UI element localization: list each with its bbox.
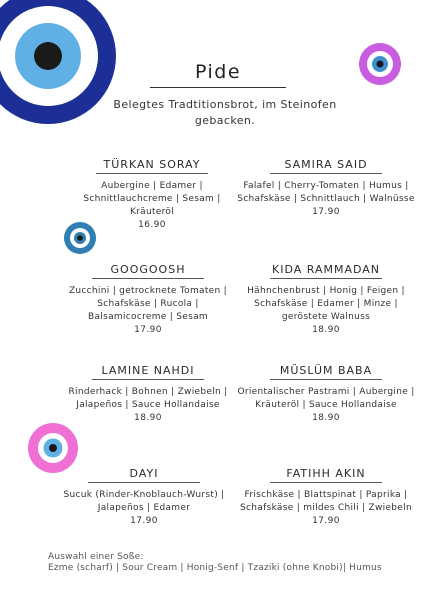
- menu-item: [58, 359, 238, 425]
- menu-item-name: DAYI: [129, 467, 159, 480]
- sauce-options: Ezme (scharf) | Sour Cream | Honig-Senf | Tzaziki (ohne Knobi)| Humus: [48, 563, 382, 573]
- menu-item-price: 17.90: [134, 325, 162, 335]
- title-underline: [150, 87, 286, 88]
- menu-item-price: 18.90: [312, 413, 340, 423]
- divider: [96, 173, 208, 174]
- menu-item: [58, 258, 238, 337]
- menu-item-price: 17.90: [312, 516, 340, 526]
- menu-item-price: 18.90: [312, 325, 340, 335]
- menu-item-name: GOOGOOSH: [110, 263, 186, 276]
- sauce-selection: [48, 552, 424, 574]
- menu-item: [62, 153, 242, 232]
- menu-item: [236, 153, 416, 219]
- menu-item-description: Rinderhack | Bohnen | Zwiebeln | Jalapeños | Sauce Hollandaise: [68, 387, 228, 410]
- sauce-label: Auswahl einer Soße:: [48, 552, 144, 562]
- menu-item: [236, 359, 416, 425]
- divider: [92, 278, 204, 279]
- menu-item-description: Frischkäse | Blattspinat | Paprika | Schafskäse | mildes Chili | Zwiebeln: [240, 490, 412, 513]
- menu-item-name: FATIHH AKIN: [286, 467, 366, 480]
- divider: [270, 482, 382, 483]
- menu-item-description: Falafel | Cherry-Tomaten | Humus | Schafskäse | Schnittlauch | Walnüsse: [237, 181, 415, 204]
- divider: [270, 173, 382, 174]
- divider: [92, 379, 204, 380]
- menu-item-name: KIDA RAMMADAN: [271, 263, 380, 276]
- menu-item-description: Zucchini | getrocknete Tomaten | Schafskäse | Rucola | Balsamicocreme | Sesam: [68, 286, 228, 322]
- menu-item-price: 18.90: [134, 413, 162, 423]
- divider: [270, 379, 382, 380]
- menu-item-description: Orientalischer Pastrami | Aubergine | Kräuteröl | Sauce Hollandaise: [237, 387, 415, 410]
- page-subtitle: Belegtes Tradtitionsbrot, im Steinofen gebacken.: [113, 98, 337, 127]
- menu-item-name: SAMIRA SAID: [284, 158, 368, 171]
- menu-item-price: 16.90: [138, 220, 166, 230]
- evil-eye-icon: [359, 43, 401, 85]
- divider: [270, 278, 382, 279]
- menu-item-name: LAMINE NAHDI: [101, 364, 195, 377]
- menu-item: [236, 258, 416, 337]
- menu-item-description: Sucuk (Rinder-Knoblauch-Wurst) | Jalapeños | Edamer: [63, 490, 225, 513]
- menu-item-description: Aubergine | Edamer | Schnittlauchcreme | Sesam | Kräuteröl: [83, 181, 221, 217]
- menu-item-description: Hähnchenbrust | Honig | Feigen | Schafskäse | Edamer | Minze | geröstete Walnuss: [247, 286, 405, 322]
- menu-item: [54, 462, 234, 528]
- page-title: Pide: [194, 61, 242, 83]
- menu-item-price: 17.90: [312, 207, 340, 217]
- menu-item-price: 17.90: [130, 516, 158, 526]
- menu-item: [236, 462, 416, 528]
- menu-item-name: MÜSLÜM BABA: [279, 364, 373, 377]
- menu-item-name: TÜRKAN SORAY: [103, 158, 201, 171]
- divider: [88, 482, 200, 483]
